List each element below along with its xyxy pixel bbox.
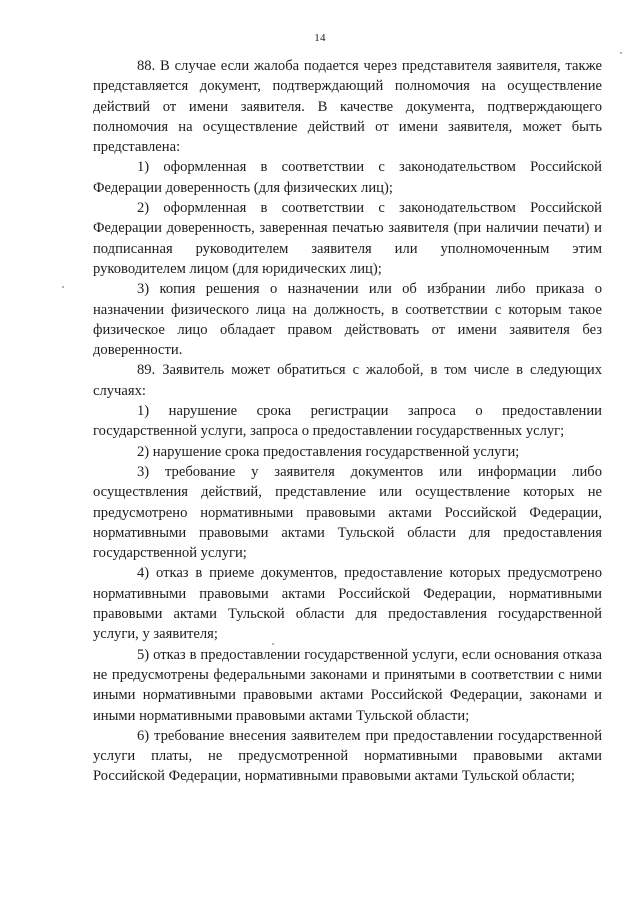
paragraph-89-item-3: 3) требование у заявителя документов или информации либо осуществления действий, представление или осуществление которых не предусмотрено нормативными правовыми актами Российской Федерации, нормативными правовыми актами Тульской области для предоставления государственной услуги; xyxy=(93,463,602,562)
paragraph-88-item-3: 3) копия решения о назначении или об избрании либо приказа о назначении физического лица на должность, в соответствии с которым такое физическое лицо обладает правом действовать от имени заявителя без доверенности. xyxy=(93,281,602,359)
document-body xyxy=(93,56,602,787)
paragraph-88-item-2: 2) оформленная в соответствии с законодательством Российской Федерации доверенность, заверенная печатью заявителя (при наличии печати) и подписанная руководителем заявителя или уполномоченным этим руководителем лицом (для юридических лиц); xyxy=(93,200,602,277)
paragraph-89: 89. Заявитель может обратиться с жалобой, в том числе в следующих случаях: xyxy=(93,362,602,399)
paragraph-89-item-1: 1) нарушение срока регистрации запроса о предоставлении государственной услуги, запроса о предоставлении государственных услуг; xyxy=(93,403,602,440)
paragraph-88-item-1: 1) оформленная в соответствии с законодательством Российской Федерации доверенность (для физических лиц); xyxy=(93,159,602,196)
scan-speck xyxy=(272,643,274,645)
paragraph-89-item-6: 6) требование внесения заявителем при предоставлении государственной услуги платы, не предусмотренной нормативными правовыми актами Российской Федерации, нормативными правовыми актами Тульской области; xyxy=(93,727,602,785)
scan-speck xyxy=(620,52,622,54)
scan-speck xyxy=(62,286,64,288)
page-number: 14 xyxy=(314,32,326,44)
paragraph-89-item-2: 2) нарушение срока предоставления государственной услуги; xyxy=(137,443,520,460)
paragraph-89-item-4: 4) отказ в приеме документов, предоставление которых предусмотрено нормативными правовыми актами Российской Федерации, нормативными правовыми актами Тульской области для предоставления государственной услуги, у заявителя; xyxy=(93,565,602,643)
paragraph-88: 88. В случае если жалоба подается через представителя заявителя, также представляется документ, подтверждающий полномочия на осуществление действий от имени заявителя. В качестве документа, подтверждающего полномочия на осуществление действий от имени заявителя, может быть представлена: xyxy=(93,58,602,156)
paragraph-89-item-5: 5) отказ в предоставлении государственной услуги, если основания отказа не предусмотрены федеральными законами и принятыми в соответствии с ними иными нормативными правовыми актами Российской Федерации, законами и иными нормативными правовыми актами Тульской области; xyxy=(93,646,602,724)
